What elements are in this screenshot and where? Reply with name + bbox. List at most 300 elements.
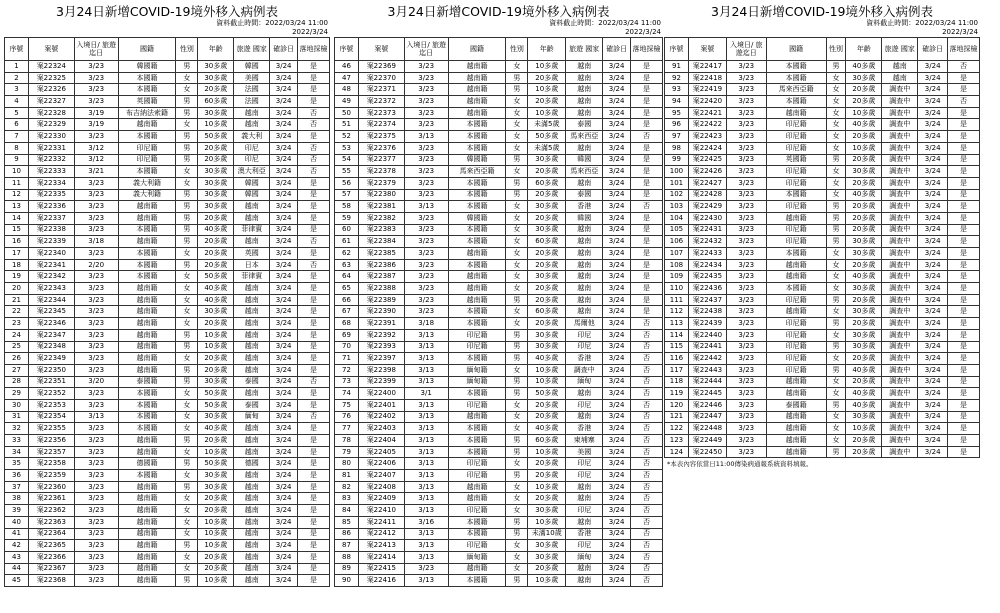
cell-travel-country: 印尼 — [566, 540, 603, 552]
cell-sex: 女 — [176, 551, 198, 563]
cell-seq: 19 — [5, 271, 29, 283]
cell-confirm-date: 3/24 — [918, 259, 948, 271]
cell-confirm-date: 3/24 — [918, 376, 948, 388]
cell-seq: 17 — [5, 248, 29, 260]
cell-travel-country: 越南 — [566, 516, 603, 528]
cell-travel-country: 越南 — [234, 318, 270, 330]
cell-case-no: 案22378 — [358, 166, 404, 178]
cell-seq: 55 — [335, 166, 359, 178]
cell-confirm-date: 3/24 — [270, 271, 298, 283]
cell-confirm-date: 3/24 — [603, 248, 631, 260]
cell-case-no: 案22358 — [28, 458, 74, 470]
cell-age: 20多歲 — [528, 458, 566, 470]
cell-arrival-test: 否 — [631, 318, 663, 330]
cell-case-no: 案22374 — [358, 119, 404, 131]
table-row — [5, 306, 330, 318]
cell-nationality: 義大利籍 — [118, 177, 176, 189]
cell-arrival-test: 是 — [298, 575, 330, 587]
cell-seq: 71 — [335, 353, 359, 365]
cell-arrival-test: 是 — [298, 353, 330, 365]
cell-confirm-date: 3/24 — [918, 177, 948, 189]
header-arrival-test: 落地採檢 — [948, 38, 980, 61]
table-row — [665, 294, 980, 306]
table-row — [5, 142, 330, 154]
cell-confirm-date: 3/24 — [603, 353, 631, 365]
cell-seq: 38 — [5, 493, 29, 505]
cell-nationality: 本國籍 — [766, 61, 826, 73]
cell-travel-country: 越南 — [234, 306, 270, 318]
cell-entry-date: 3/23 — [726, 423, 766, 435]
data-cutoff-label: 資料截止時間：2022/03/24 11:00 — [866, 19, 978, 27]
cell-arrival-test: 是 — [948, 353, 980, 365]
cell-seq: 122 — [665, 423, 689, 435]
cell-nationality: 本國籍 — [448, 177, 506, 189]
cell-age: 20多歲 — [528, 189, 566, 201]
cell-sex: 女 — [826, 84, 846, 96]
cell-travel-country: 調查中 — [882, 224, 918, 236]
cell-case-no: 案22370 — [358, 72, 404, 84]
table-row — [665, 177, 980, 189]
cell-arrival-test: 是 — [631, 142, 663, 154]
cell-travel-country: 越南 — [234, 540, 270, 552]
cell-seq: 113 — [665, 318, 689, 330]
table-row — [5, 248, 330, 260]
table-row — [335, 96, 663, 108]
cell-nationality: 本國籍 — [448, 446, 506, 458]
cell-arrival-test: 是 — [631, 271, 663, 283]
cell-travel-country: 越南 — [566, 248, 603, 260]
cell-arrival-test: 是 — [948, 201, 980, 213]
cell-seq: 56 — [335, 177, 359, 189]
cell-confirm-date: 3/24 — [918, 446, 948, 458]
cell-seq: 50 — [335, 107, 359, 119]
table-row — [665, 119, 980, 131]
table-row — [665, 248, 980, 260]
cell-seq: 8 — [5, 142, 29, 154]
cell-arrival-test: 否 — [631, 423, 663, 435]
cell-age: 30多歲 — [528, 154, 566, 166]
cell-arrival-test: 否 — [298, 142, 330, 154]
cell-sex: 女 — [826, 131, 846, 143]
cell-seq: 42 — [5, 540, 29, 552]
table-row — [5, 166, 330, 178]
cell-age: 20多歲 — [846, 154, 882, 166]
cell-case-no: 案22363 — [28, 516, 74, 528]
cell-travel-country: 越南 — [566, 283, 603, 295]
cell-arrival-test: 是 — [948, 341, 980, 353]
cell-nationality: 英國籍 — [766, 154, 826, 166]
cell-age: 20多歲 — [198, 563, 234, 575]
cell-confirm-date: 3/24 — [603, 318, 631, 330]
table-row — [335, 575, 663, 587]
cell-arrival-test: 是 — [631, 72, 663, 84]
cell-confirm-date: 3/24 — [603, 493, 631, 505]
case-table — [334, 37, 663, 587]
cell-confirm-date: 3/24 — [603, 399, 631, 411]
cell-sex: 女 — [826, 411, 846, 423]
cell-confirm-date: 3/24 — [270, 493, 298, 505]
table-row — [5, 283, 330, 295]
cell-case-no: 案22434 — [688, 259, 726, 271]
cell-sex: 男 — [176, 212, 198, 224]
cell-seq: 20 — [5, 283, 29, 295]
cell-nationality: 越南籍 — [448, 96, 506, 108]
cell-sex: 女 — [176, 294, 198, 306]
cell-age: 20多歲 — [846, 131, 882, 143]
table-row — [5, 470, 330, 482]
cell-entry-date: 3/23 — [404, 189, 448, 201]
cell-entry-date: 3/23 — [74, 61, 118, 73]
cell-case-no: 案22377 — [358, 154, 404, 166]
cell-entry-date: 3/23 — [404, 142, 448, 154]
cell-seq: 92 — [665, 72, 689, 84]
cell-seq: 95 — [665, 107, 689, 119]
cell-travel-country: 調查中 — [882, 259, 918, 271]
cell-entry-date: 3/23 — [726, 166, 766, 178]
table-row — [335, 61, 663, 73]
table-row — [5, 271, 330, 283]
cell-entry-date: 3/23 — [726, 131, 766, 143]
cell-case-no: 案22427 — [688, 177, 726, 189]
cell-age: 30多歲 — [528, 341, 566, 353]
cell-age: 30多歲 — [198, 166, 234, 178]
cell-nationality: 越南籍 — [118, 212, 176, 224]
cell-seq: 81 — [335, 470, 359, 482]
cell-age: 40多歲 — [846, 189, 882, 201]
table-row — [335, 481, 663, 493]
cell-case-no: 案22429 — [688, 201, 726, 213]
report-date: 2022/3/24 — [625, 28, 661, 36]
cell-sex: 女 — [506, 96, 528, 108]
cell-nationality: 本國籍 — [118, 271, 176, 283]
cell-entry-date: 3/23 — [726, 248, 766, 260]
cell-entry-date: 3/23 — [74, 329, 118, 341]
cell-entry-date: 3/23 — [726, 306, 766, 318]
cell-travel-country: 調查中 — [882, 423, 918, 435]
cell-travel-country: 印尼 — [566, 458, 603, 470]
cell-confirm-date: 3/24 — [603, 470, 631, 482]
cell-age: 30多歲 — [198, 306, 234, 318]
cell-nationality: 越南籍 — [766, 107, 826, 119]
cell-entry-date: 3/23 — [726, 61, 766, 73]
table-row — [665, 154, 980, 166]
cell-case-no: 案22430 — [688, 212, 726, 224]
cell-case-no: 案22425 — [688, 154, 726, 166]
cell-travel-country: 越南 — [234, 505, 270, 517]
header-nationality: 國籍 — [766, 38, 826, 61]
cell-age: 20多歲 — [846, 177, 882, 189]
cell-entry-date: 3/23 — [726, 201, 766, 213]
cell-entry-date: 3/21 — [74, 166, 118, 178]
cell-sex: 女 — [176, 306, 198, 318]
header-age: 年齡 — [846, 38, 882, 61]
table-row — [335, 458, 663, 470]
header-age: 年齡 — [528, 38, 566, 61]
header-seq: 序號 — [665, 38, 689, 61]
cell-confirm-date: 3/24 — [918, 423, 948, 435]
cell-travel-country: 菲律賓 — [234, 271, 270, 283]
cell-seq: 79 — [335, 446, 359, 458]
cell-nationality: 越南籍 — [118, 551, 176, 563]
cell-confirm-date: 3/24 — [603, 236, 631, 248]
cell-sex: 女 — [826, 72, 846, 84]
cell-seq: 51 — [335, 119, 359, 131]
cell-age: 40多歲 — [846, 61, 882, 73]
table-row — [665, 224, 980, 236]
cell-travel-country: 美國 — [566, 446, 603, 458]
cell-seq: 54 — [335, 154, 359, 166]
cell-case-no: 案22352 — [28, 388, 74, 400]
cell-case-no: 案22365 — [28, 540, 74, 552]
cell-nationality: 越南籍 — [118, 493, 176, 505]
table-row — [335, 446, 663, 458]
cell-arrival-test: 是 — [948, 364, 980, 376]
cell-sex: 女 — [826, 353, 846, 365]
cell-case-no: 案22359 — [28, 470, 74, 482]
cell-entry-date: 3/13 — [404, 470, 448, 482]
cell-seq: 97 — [665, 131, 689, 143]
table-row — [335, 470, 663, 482]
cell-travel-country: 越南 — [566, 107, 603, 119]
cell-confirm-date: 3/24 — [603, 107, 631, 119]
cell-case-no: 案22428 — [688, 189, 726, 201]
table-row — [335, 201, 663, 213]
cell-arrival-test: 是 — [298, 505, 330, 517]
cell-case-no: 案22325 — [28, 72, 74, 84]
cell-confirm-date: 3/24 — [603, 446, 631, 458]
cell-sex: 女 — [176, 493, 198, 505]
cell-age: 20多歲 — [198, 212, 234, 224]
cell-travel-country: 越南 — [234, 435, 270, 447]
cell-seq: 99 — [665, 154, 689, 166]
cell-age: 10多歲 — [528, 516, 566, 528]
cell-arrival-test: 是 — [298, 399, 330, 411]
cell-travel-country: 調查中 — [882, 399, 918, 411]
cell-entry-date: 3/13 — [404, 458, 448, 470]
cell-arrival-test: 否 — [298, 107, 330, 119]
cell-entry-date: 3/23 — [726, 96, 766, 108]
cell-age: 10多歲 — [198, 446, 234, 458]
cell-age: 20多歲 — [198, 493, 234, 505]
cell-sex: 男 — [506, 528, 528, 540]
table-row — [665, 411, 980, 423]
cell-case-no: 案22448 — [688, 423, 726, 435]
cell-case-no: 案22416 — [358, 575, 404, 587]
cell-arrival-test: 是 — [631, 236, 663, 248]
table-row — [5, 84, 330, 96]
cell-entry-date: 2/20 — [74, 259, 118, 271]
cell-travel-country: 越南 — [234, 446, 270, 458]
cell-nationality: 本國籍 — [118, 166, 176, 178]
cell-nationality: 越南籍 — [118, 329, 176, 341]
table-row — [335, 177, 663, 189]
cell-case-no: 案22417 — [688, 61, 726, 73]
cell-arrival-test: 否 — [631, 563, 663, 575]
cell-seq: 23 — [5, 318, 29, 330]
table-row — [665, 72, 980, 84]
cell-case-no: 案22407 — [358, 470, 404, 482]
table-row — [5, 423, 330, 435]
cell-age: 20多歲 — [198, 551, 234, 563]
cell-travel-country: 調查中 — [882, 341, 918, 353]
case-table — [664, 37, 980, 458]
table-row — [335, 318, 663, 330]
cell-sex: 男 — [826, 61, 846, 73]
cell-sex: 女 — [826, 283, 846, 295]
cell-entry-date: 3/23 — [74, 224, 118, 236]
cell-travel-country: 韓國 — [566, 212, 603, 224]
cell-entry-date: 3/23 — [74, 84, 118, 96]
cell-arrival-test: 是 — [631, 107, 663, 119]
cell-seq: 88 — [335, 551, 359, 563]
cell-nationality: 泰國籍 — [766, 399, 826, 411]
cell-travel-country: 調查中 — [882, 306, 918, 318]
cell-seq: 83 — [335, 493, 359, 505]
cell-case-no: 案22449 — [688, 435, 726, 447]
cell-age: 10多歲 — [528, 61, 566, 73]
cell-travel-country: 泰國 — [566, 119, 603, 131]
cell-confirm-date: 3/24 — [603, 177, 631, 189]
cell-case-no: 案22435 — [688, 271, 726, 283]
cell-sex: 女 — [506, 259, 528, 271]
cell-arrival-test: 是 — [948, 318, 980, 330]
cell-sex: 男 — [506, 84, 528, 96]
cell-age: 30多歲 — [198, 376, 234, 388]
cell-seq: 66 — [335, 294, 359, 306]
cell-age: 50多歲 — [198, 388, 234, 400]
cell-age: 30多歲 — [846, 72, 882, 84]
cell-arrival-test: 是 — [298, 318, 330, 330]
cell-nationality: 本國籍 — [118, 84, 176, 96]
table-row — [665, 259, 980, 271]
cell-seq: 80 — [335, 458, 359, 470]
cell-confirm-date: 3/24 — [918, 248, 948, 260]
cell-sex: 女 — [506, 119, 528, 131]
cell-travel-country: 香港 — [566, 201, 603, 213]
cell-sex: 女 — [176, 177, 198, 189]
cell-travel-country: 越南 — [882, 61, 918, 73]
cell-seq: 94 — [665, 96, 689, 108]
table-row — [5, 435, 330, 447]
table-header-row — [335, 38, 663, 61]
cell-confirm-date: 3/24 — [918, 84, 948, 96]
cell-seq: 116 — [665, 353, 689, 365]
table-row — [335, 189, 663, 201]
cell-travel-country: 印尼 — [566, 329, 603, 341]
cell-arrival-test: 否 — [298, 154, 330, 166]
table-row — [5, 318, 330, 330]
cell-case-no: 案22404 — [358, 435, 404, 447]
header-case-no: 案號 — [28, 38, 74, 61]
cell-sex: 女 — [506, 306, 528, 318]
cell-sex: 女 — [506, 224, 528, 236]
cell-nationality: 越南籍 — [766, 435, 826, 447]
cell-sex: 女 — [506, 423, 528, 435]
cell-arrival-test: 是 — [948, 329, 980, 341]
cell-sex: 男 — [506, 353, 528, 365]
cell-travel-country: 韓國 — [234, 189, 270, 201]
table-row — [5, 528, 330, 540]
cell-entry-date: 3/23 — [74, 72, 118, 84]
cell-seq: 72 — [335, 364, 359, 376]
table-row — [5, 540, 330, 552]
cell-entry-date: 3/23 — [74, 516, 118, 528]
table-row — [5, 201, 330, 213]
cell-travel-country: 印尼 — [566, 399, 603, 411]
cell-seq: 27 — [5, 364, 29, 376]
cell-travel-country: 調查中 — [882, 84, 918, 96]
cell-travel-country: 越南 — [566, 236, 603, 248]
cell-age: 未滿5歲 — [528, 119, 566, 131]
cell-seq: 48 — [335, 84, 359, 96]
cell-seq: 74 — [335, 388, 359, 400]
cell-seq: 105 — [665, 224, 689, 236]
cell-age: 10多歲 — [198, 540, 234, 552]
cell-case-no: 案22418 — [688, 72, 726, 84]
cell-entry-date: 3/23 — [726, 294, 766, 306]
cell-arrival-test: 是 — [948, 446, 980, 458]
cell-arrival-test: 否 — [298, 259, 330, 271]
table-row — [5, 458, 330, 470]
cell-case-no: 案22399 — [358, 376, 404, 388]
cell-case-no: 案22392 — [358, 329, 404, 341]
cell-sex: 男 — [826, 236, 846, 248]
cell-confirm-date: 3/24 — [603, 306, 631, 318]
cell-nationality: 越南籍 — [118, 446, 176, 458]
cell-arrival-test: 否 — [631, 341, 663, 353]
cell-entry-date: 3/23 — [74, 481, 118, 493]
cell-nationality: 越南籍 — [766, 446, 826, 458]
cell-age: 20多歲 — [528, 470, 566, 482]
cell-entry-date: 3/13 — [404, 435, 448, 447]
cell-sex: 男 — [176, 341, 198, 353]
cell-age: 20多歲 — [528, 563, 566, 575]
cell-age: 20多歲 — [198, 84, 234, 96]
cell-arrival-test: 是 — [298, 423, 330, 435]
cell-entry-date: 3/23 — [74, 131, 118, 143]
cell-travel-country: 越南 — [234, 388, 270, 400]
table-row — [335, 341, 663, 353]
table-row — [5, 72, 330, 84]
cell-case-no: 案22380 — [358, 189, 404, 201]
cell-travel-country: 調查中 — [882, 318, 918, 330]
cell-travel-country: 越南 — [234, 201, 270, 213]
cell-entry-date: 3/13 — [404, 399, 448, 411]
cell-confirm-date: 3/24 — [918, 306, 948, 318]
cell-case-no: 案22400 — [358, 388, 404, 400]
cell-travel-country: 越南 — [234, 212, 270, 224]
cell-age: 50多歲 — [198, 458, 234, 470]
cell-entry-date: 3/23 — [74, 189, 118, 201]
table-row — [335, 248, 663, 260]
cell-case-no: 案22383 — [358, 224, 404, 236]
cell-seq: 103 — [665, 201, 689, 213]
table-row — [335, 423, 663, 435]
cell-arrival-test: 是 — [298, 201, 330, 213]
cell-arrival-test: 否 — [631, 353, 663, 365]
cell-seq: 118 — [665, 376, 689, 388]
cell-sex: 女 — [176, 446, 198, 458]
cell-nationality: 義大利籍 — [118, 189, 176, 201]
cell-arrival-test: 是 — [948, 84, 980, 96]
cell-confirm-date: 3/24 — [918, 364, 948, 376]
cell-entry-date: 3/13 — [404, 481, 448, 493]
cell-travel-country: 越南 — [234, 107, 270, 119]
cell-sex: 男 — [176, 131, 198, 143]
cell-seq: 39 — [5, 505, 29, 517]
cell-nationality: 印尼籍 — [448, 399, 506, 411]
cell-entry-date: 3/23 — [726, 364, 766, 376]
